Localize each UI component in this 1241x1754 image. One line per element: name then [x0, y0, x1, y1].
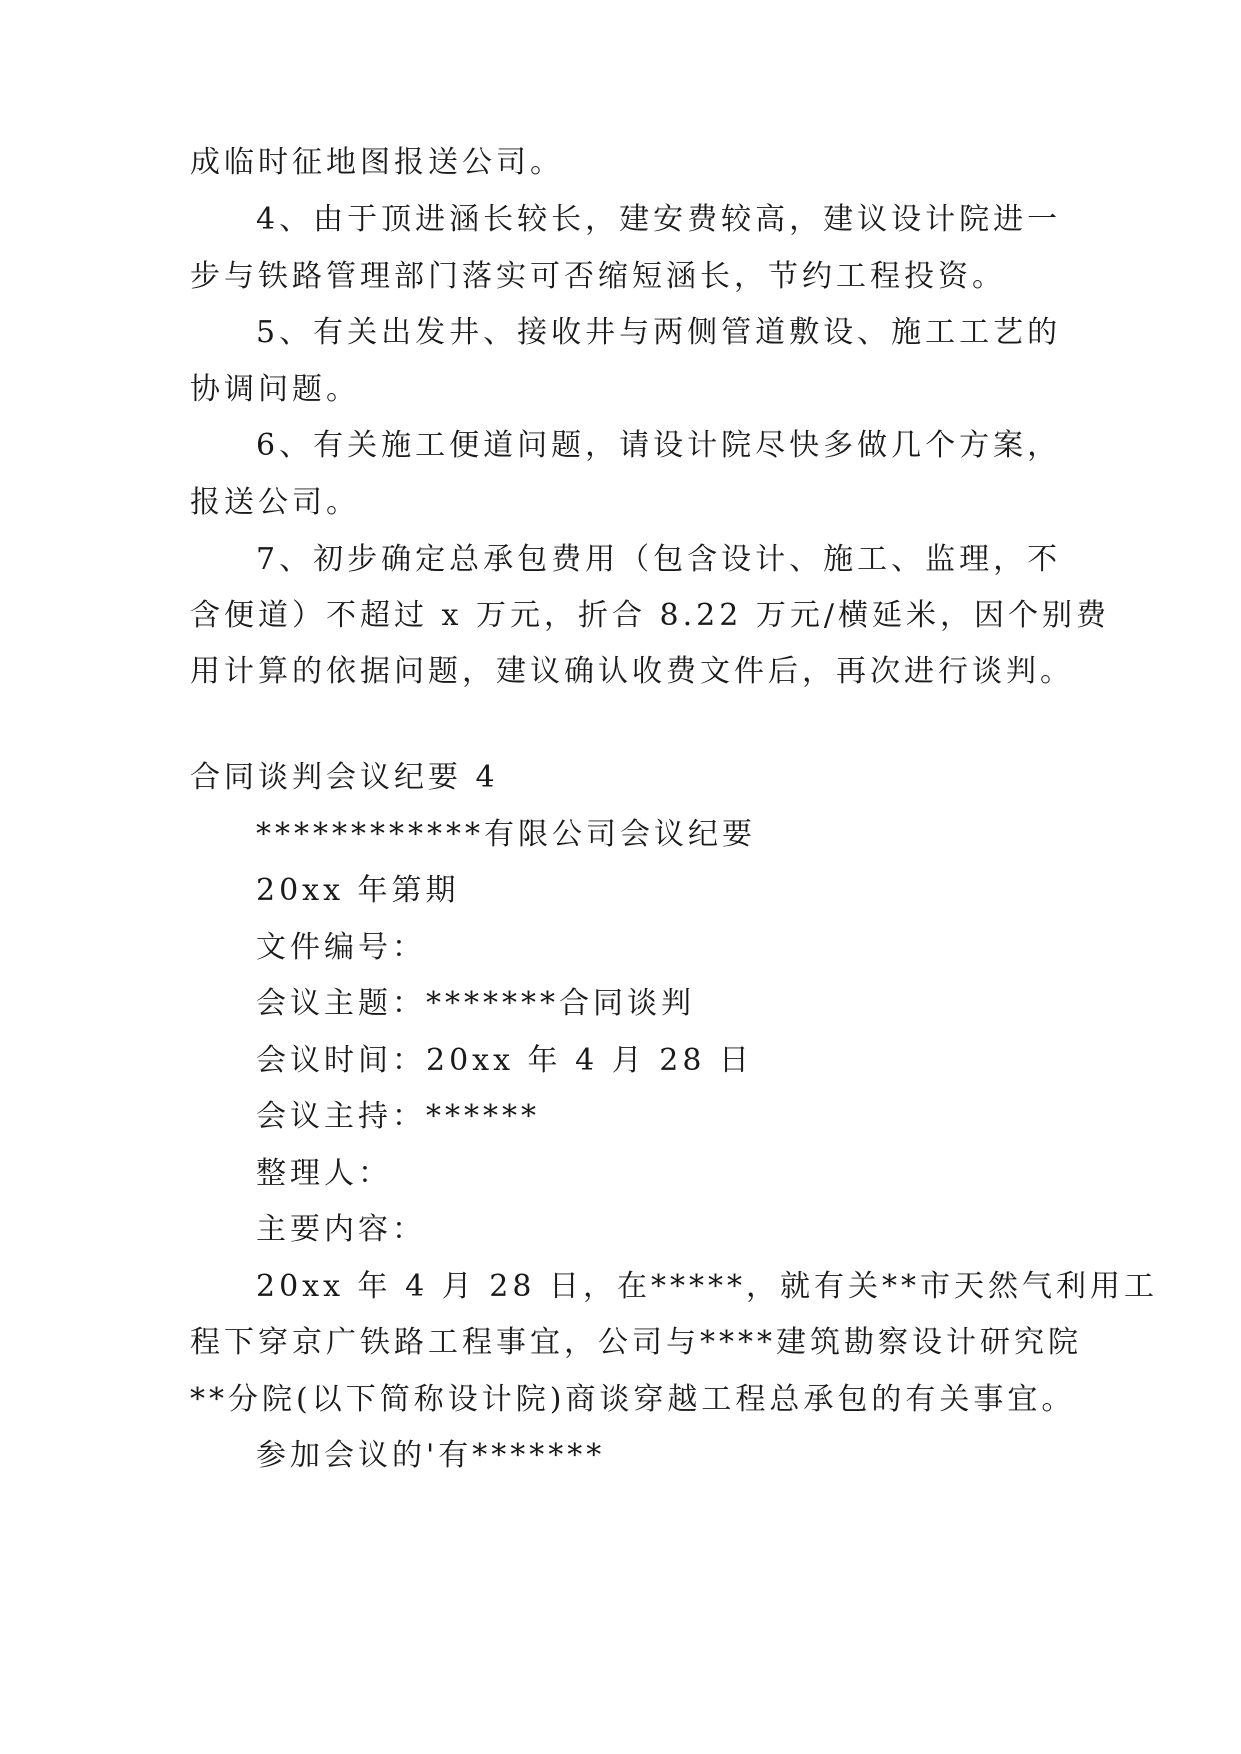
memo-topic: 会议主题：*******合同谈判 [256, 986, 695, 1021]
paragraph-line: 程下穿京广铁路工程事宜，公司与****建筑勘察设计研究院 [190, 1325, 1082, 1360]
paragraph-line: 步与铁路管理部门落实可否缩短涵长，节约工程投资。 [190, 259, 1006, 294]
memo-title: ************有限公司会议纪要 [256, 817, 756, 852]
paragraph-line: 成临时征地图报送公司。 [190, 145, 564, 180]
paragraph-line: 协调问题。 [190, 372, 360, 407]
memo-host: 会议主持：****** [256, 1099, 540, 1134]
paragraph-line: 报送公司。 [190, 485, 360, 520]
paragraph-line: 含便道）不超过 x 万元，折合 8.22 万元/横延米，因个别费 [190, 598, 1110, 633]
memo-recorder: 整理人： [256, 1156, 392, 1191]
paragraph-line: 20xx 年 4 月 28 日，在*****，就有关**市天然气利用工 [256, 1269, 1158, 1304]
memo-time: 会议时间：20xx 年 4 月 28 日 [256, 1043, 753, 1078]
item-4-line: 4、由于顶进涵长较长，建安费较高，建议设计院进一 [256, 202, 1062, 237]
item-6-line: 6、有关施工便道问题，请设计院尽快多做几个方案， [256, 428, 1062, 463]
attendees-line: 参加会议的'有******* [256, 1438, 606, 1473]
paragraph-line: 用计算的依据问题，建议确认收费文件后，再次进行谈判。 [190, 654, 1074, 689]
memo-content-label: 主要内容： [256, 1212, 426, 1247]
section-heading: 合同谈判会议纪要 4 [190, 760, 499, 795]
paragraph-line: **分院(以下简称设计院)商谈穿越工程总承包的有关事宜。 [190, 1382, 1076, 1417]
item-5-line: 5、有关出发井、接收井与两侧管道敷设、施工工艺的 [256, 315, 1062, 350]
memo-issue: 20xx 年第期 [256, 873, 460, 908]
memo-file-number: 文件编号： [256, 930, 426, 965]
item-7-line: 7、初步确定总承包费用（包含设计、施工、监理，不 [256, 542, 1062, 577]
